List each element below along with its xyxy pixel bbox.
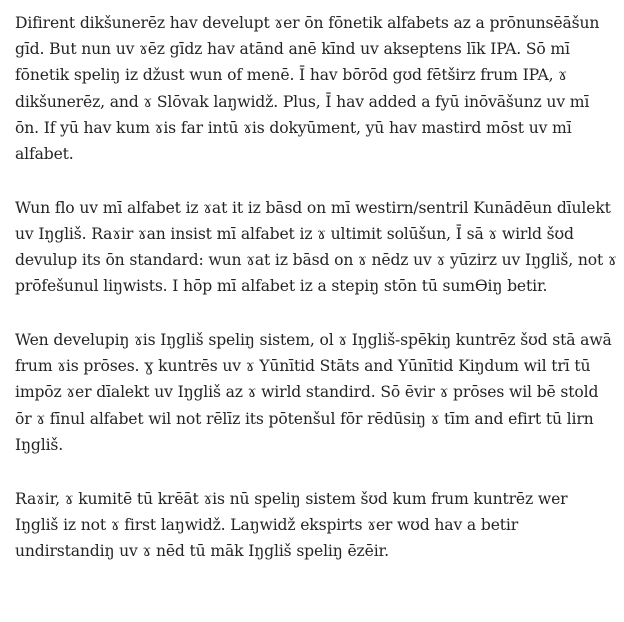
text-line: Wun flo uv mī alfabet iz ɤat it iz bāsd on mī westirn/sentril Kunādēun dīulekt — [15, 198, 611, 217]
text-line: gīd. But nun uv ɤēz gīdz hav atānd anē kīnd uv akseptens līk IPA. Sō mī — [15, 40, 570, 59]
text-line: Iŋgliš. — [15, 435, 64, 454]
text-line: Wen develupiŋ ɤis Iŋgliš speliŋ sistem, ol ɤ Iŋgliš-spēkiŋ kuntrēz šʊd stā awā — [15, 331, 612, 350]
text-line: impōz ɤer dīalekt uv Iŋgliš az ɤ wirld standird. Sō ēvir ɤ prōses wil bē stold — [15, 383, 599, 402]
text-line: dikšunerēz, and ɤ Slōvak laŋwidž. Plus, Ī hav added a fyū inōvāšunz uv mī — [15, 92, 590, 111]
paragraph-4 — [15, 486, 615, 565]
text-line: Raɤir, ɤ kumitē tū krēāt ɤis nū speliŋ sistem šʊd kum frum kuntrēz wer — [15, 489, 568, 508]
document-body — [15, 10, 615, 592]
text-line: ōn. If yū hav kum ɤis far intū ɤis dokyūment, yū hav mastird mōst uv mī — [15, 118, 572, 137]
text-line: Difirent dikšunerēz hav develupt ɤer ōn fōnetik alfabets az a prōnunsēāšun — [15, 14, 600, 32]
text-line: uv Iŋgliš. Raɤir ɤan insist mī alfabet iz ɤ ultimit solūšun, Ī sā ɤ wirld šʊd — [15, 224, 574, 243]
text-line: undirstandiŋ uv ɤ nēd tū māk Iŋgliš speliŋ ēzēir. — [15, 541, 389, 560]
paragraph-2 — [15, 195, 615, 300]
paragraph-3 — [15, 327, 615, 458]
text-line: prōfešunul liŋwists. I hōp mī alfabet iz a stepiŋ stōn tū sumϴiŋ betir. — [15, 277, 548, 296]
text-line: alfabet. — [15, 145, 74, 164]
text-line: ōr ɤ fīnul alfabet wil not rēlīz its pōtenšul fōr rēdūsiŋ ɤ tīm and efirt tū lirn — [15, 409, 594, 428]
text-line: fōnetik speliŋ iz džust wun of menē. Ī hav bōrōd gʊd fētširz frum IPA, ɤ — [15, 66, 567, 85]
paragraph-1 — [15, 10, 615, 167]
text-line: frum ɤis prōses. ɣ kuntrēs uv ɤ Yūnītid Stāts and Yūnītid Kiŋdum wil trī tū — [15, 357, 591, 376]
text-line: Iŋgliš iz not ɤ first laŋwidž. Laŋwidž ekspirts ɤer wʊd hav a betir — [15, 515, 519, 534]
text-line: devulup its ōn standard: wun ɤat iz bāsd on ɤ nēdz uv ɤ yūzirz uv Iŋgliš, not ɤ — [15, 251, 617, 270]
